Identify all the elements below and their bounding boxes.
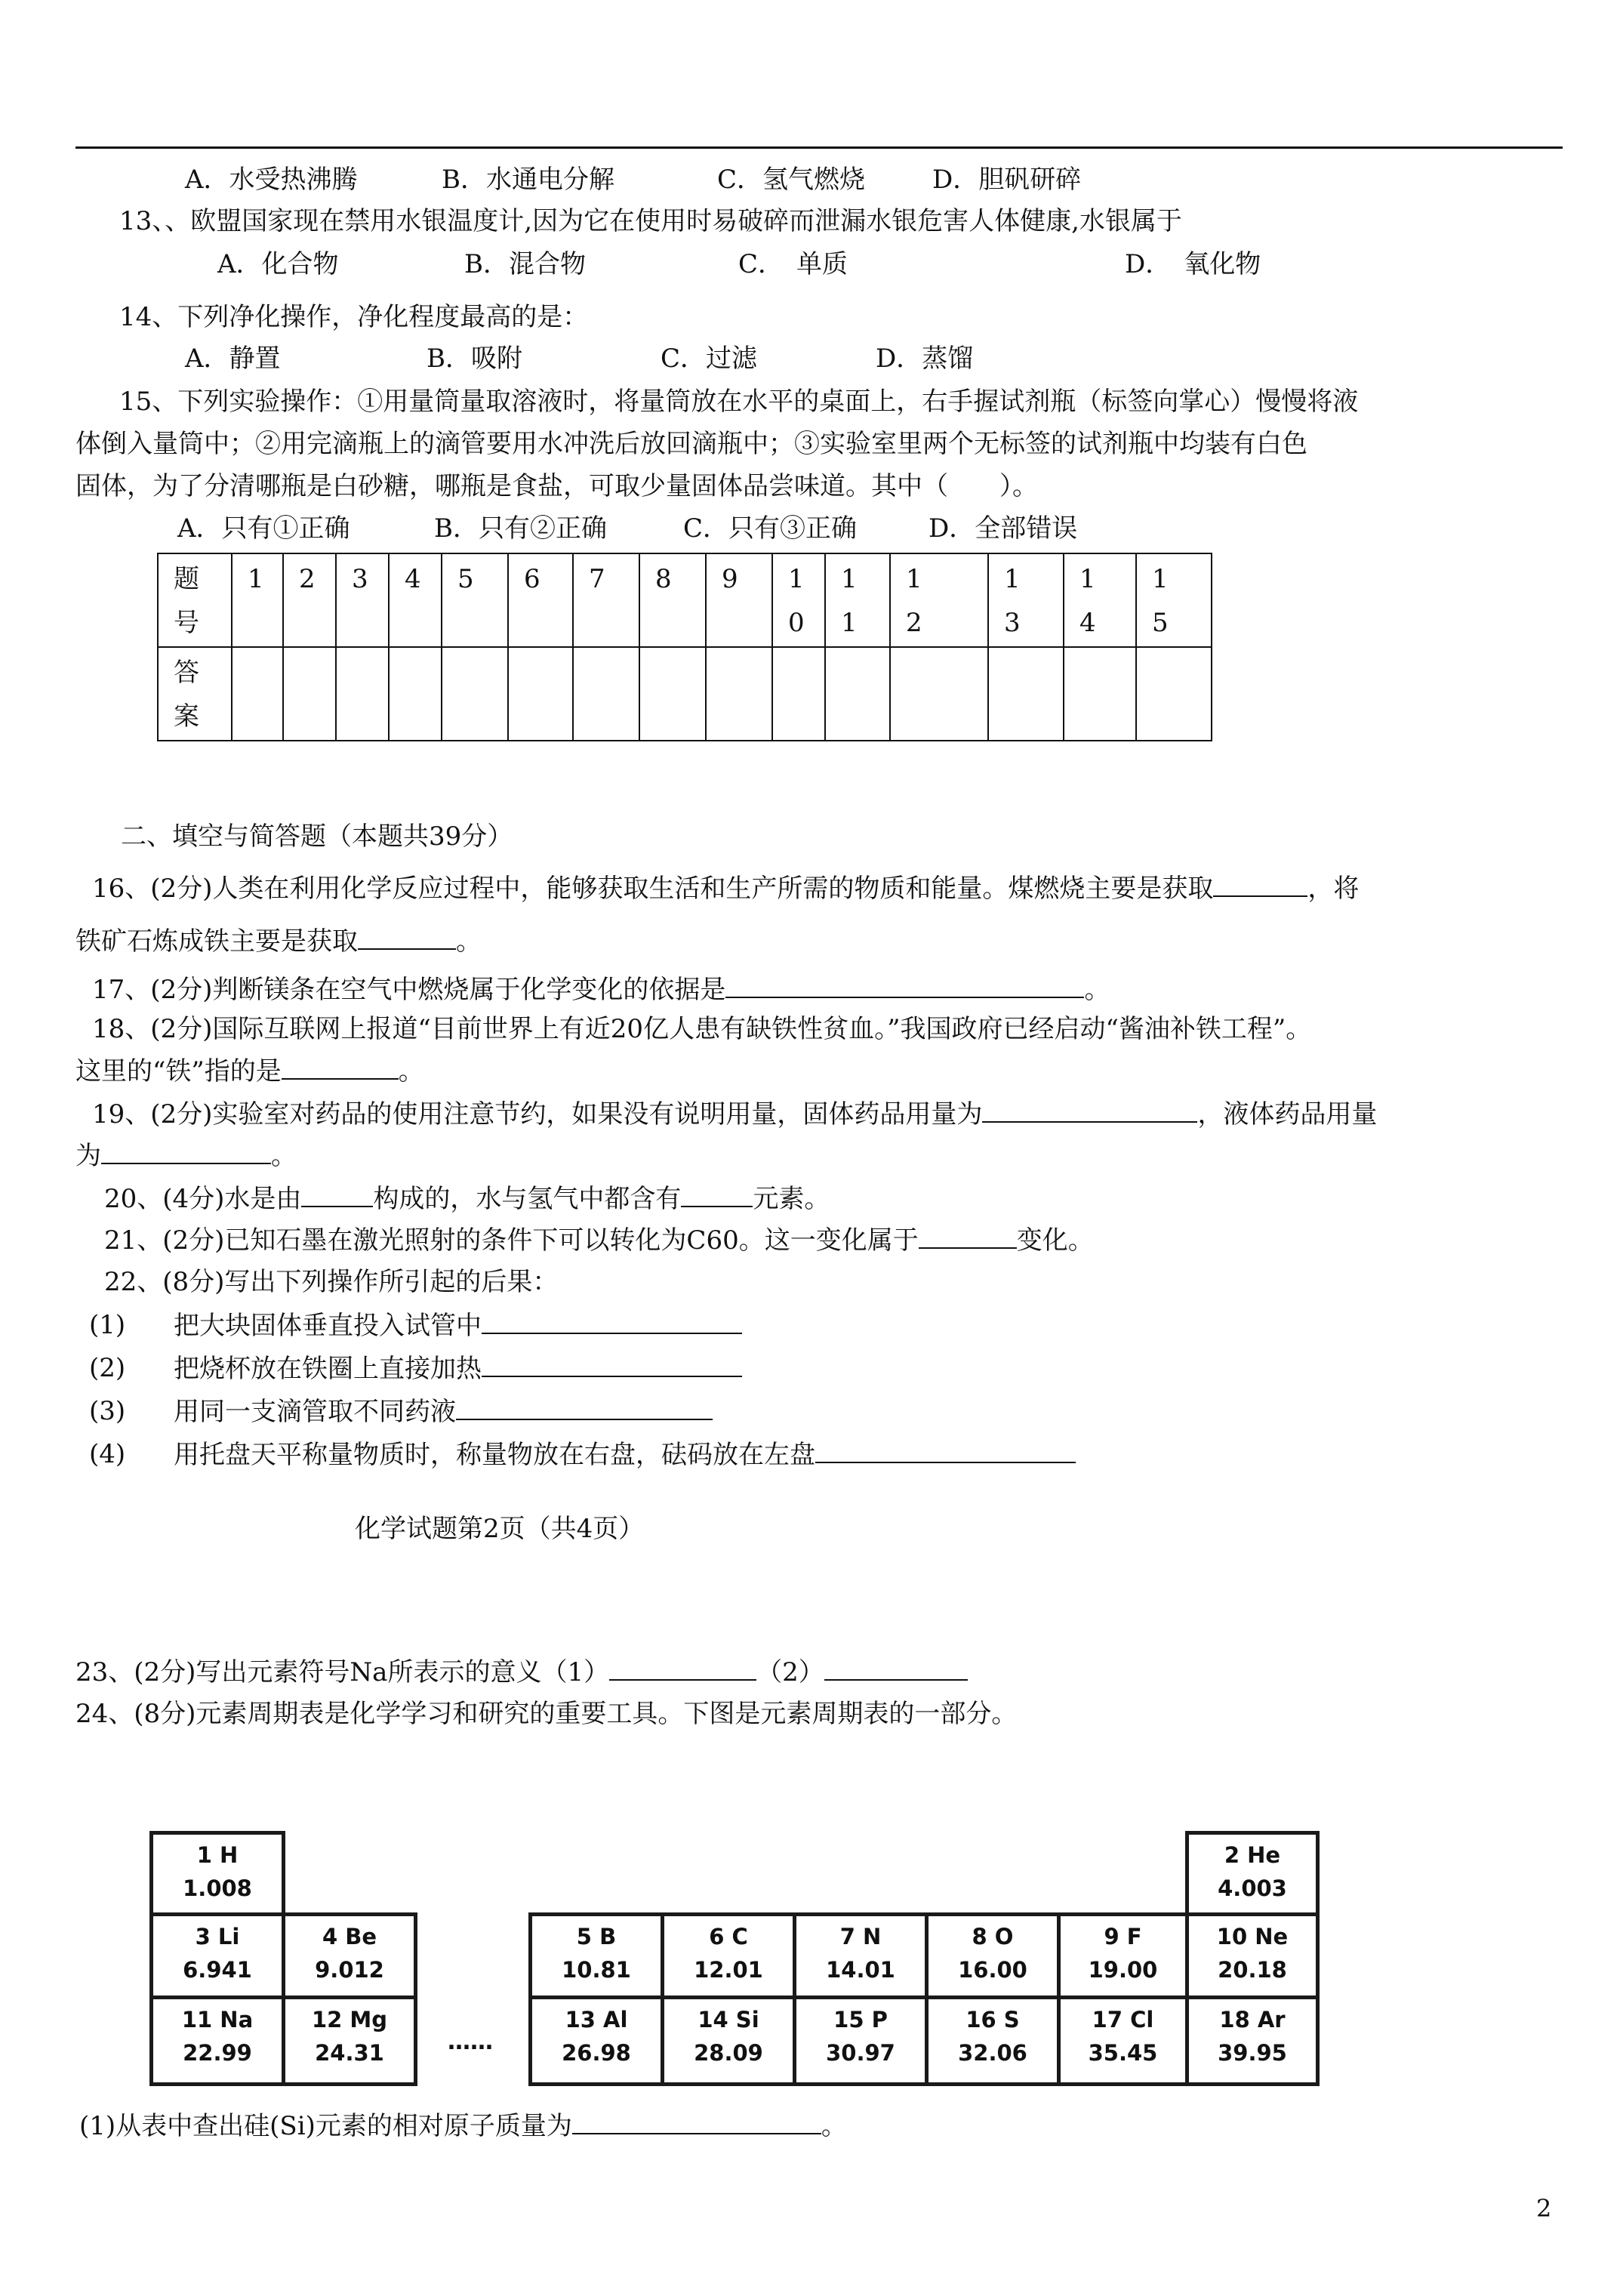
answer-table-number-row [158, 553, 1212, 647]
q24-sub1-blank[interactable] [572, 2110, 821, 2134]
number-cell-15: 1 5 [1136, 553, 1212, 647]
element-cell-o: 8 O 16.00 [925, 1912, 1061, 1999]
q19-blank-1[interactable] [982, 1099, 1197, 1123]
q22-blank-4[interactable] [815, 1439, 1076, 1463]
q24-stem: 24、(8分)元素周期表是化学学习和研究的重要工具。下图是元素周期表的一部分。 [75, 1699, 1018, 1729]
q23-blank-1[interactable] [609, 1657, 756, 1681]
q14-option-d: D．蒸馏 [876, 344, 974, 374]
q17-line: 17、(2分)判断镁条在空气中燃烧属于化学变化的依据是 。 [92, 975, 1110, 1005]
element-cell-si: 14 Si 28.09 [661, 1996, 796, 2086]
answer-cell[interactable] [772, 647, 825, 741]
periodic-table [149, 1831, 1320, 2086]
q17-blank[interactable] [725, 974, 1084, 998]
element-cell-p: 15 P 30.97 [793, 1996, 929, 2086]
q23-blank-2[interactable] [824, 1657, 968, 1681]
answer-cell[interactable] [825, 647, 890, 741]
q24-sub1: (1)从表中查出硅(Si)元素的相对原子质量为 。 [79, 2111, 847, 2141]
element-cell-h: 1 H 1.008 [149, 1831, 285, 1916]
answer-cell[interactable] [639, 647, 706, 741]
answer-cell[interactable] [336, 647, 389, 741]
label-cell-tihao: 题 号 [158, 553, 232, 647]
element-cell-li: 3 Li 6.941 [149, 1912, 285, 1999]
answer-table [157, 553, 1212, 741]
q15-line-3: 固体，为了分清哪瓶是白砂糖，哪瓶是食盐，可取少量固体品尝味道。其中（ ）。 [75, 471, 1038, 501]
number-cell-1: 1 [232, 553, 283, 647]
q18-line-2: 这里的“铁”指的是 。 [75, 1056, 424, 1086]
answer-cell[interactable] [1064, 647, 1136, 741]
answer-cell[interactable] [573, 647, 639, 741]
q12-option-a: A．水受热沸腾 [185, 165, 358, 195]
q13-option-a: A．化合物 [217, 249, 339, 279]
q21-line: 21、(2分)已知石墨在激光照射的条件下可以转化为C60。这一变化属于 变化。 [104, 1225, 1094, 1256]
answer-table-answer-row [158, 647, 1212, 741]
element-cell-n: 7 N 14.01 [793, 1912, 929, 1999]
q14-option-a: A．静置 [185, 344, 281, 374]
q22-item-2: 把烧杯放在铁圈上直接加热 [174, 1353, 742, 1384]
answer-cell[interactable] [890, 647, 988, 741]
q15-option-b: B．只有②正确 [434, 513, 607, 544]
q20-line: 20、(4分)水是由 构成的，水与氢气中都含有 元素。 [104, 1184, 830, 1214]
number-cell-7: 7 [573, 553, 639, 647]
element-cell-he: 2 He 4.003 [1185, 1831, 1320, 1916]
q18-line-1: 18、(2分)国际互联网上报道“目前世界上有近20亿人患有缺铁性贫血。”我国政府已经启动“酱油补铁工程”。 [92, 1014, 1312, 1044]
element-cell-mg: 12 Mg 24.31 [282, 1996, 417, 2086]
page-number: 2 [1536, 2194, 1552, 2223]
q15-option-a: A．只有①正确 [177, 513, 350, 544]
number-cell-3: 3 [336, 553, 389, 647]
q15-option-c: C．只有③正确 [683, 513, 858, 544]
element-cell-cl: 17 Cl 35.45 [1057, 1996, 1189, 2086]
element-cell-f: 9 F 19.00 [1057, 1912, 1189, 1999]
element-cell-al: 13 Al 26.98 [528, 1996, 664, 2086]
number-cell-13: 1 3 [988, 553, 1064, 647]
q20-blank-2[interactable] [681, 1183, 753, 1207]
element-cell-c: 6 C 12.01 [661, 1912, 796, 1999]
answer-cell[interactable] [283, 647, 336, 741]
q22-item-3-num: (3) [89, 1396, 126, 1426]
answer-cell[interactable] [508, 647, 573, 741]
element-cell-na: 11 Na 22.99 [149, 1996, 285, 2086]
header-rule [75, 146, 1563, 149]
number-cell-9: 9 [706, 553, 772, 647]
q12-option-b: B．水通电分解 [442, 165, 614, 195]
q20-blank-1[interactable] [301, 1183, 373, 1207]
answer-cell[interactable] [232, 647, 283, 741]
number-cell-14: 1 4 [1064, 553, 1136, 647]
q22-blank-3[interactable] [456, 1396, 713, 1420]
element-cell-ar: 18 Ar 39.95 [1185, 1996, 1320, 2086]
q22-item-3: 用同一支滴管取不同药液 [174, 1396, 713, 1427]
q22-blank-1[interactable] [482, 1310, 742, 1334]
q19-line-1: 19、(2分)实验室对药品的使用注意节约，如果没有说明用量，固体药品用量为 ，液体药品用量 [92, 1099, 1378, 1130]
number-cell-4: 4 [389, 553, 442, 647]
q14-option-b: B．吸附 [427, 344, 522, 374]
number-cell-2: 2 [283, 553, 336, 647]
periodic-table-ellipsis: …… [448, 2029, 493, 2055]
answer-cell[interactable] [389, 647, 442, 741]
section2-heading: 二、填空与简答题（本题共39分） [121, 821, 513, 852]
element-cell-be: 4 Be 9.012 [282, 1912, 417, 1999]
q22-item-2-num: (2) [89, 1353, 126, 1383]
element-cell-ne: 10 Ne 20.18 [1185, 1912, 1320, 1999]
answer-cell[interactable] [706, 647, 772, 741]
q12-option-c: C．氢气燃烧 [717, 165, 866, 195]
q13-option-d: D． 氧化物 [1125, 249, 1261, 279]
number-cell-8: 8 [639, 553, 706, 647]
q23-line: 23、(2分)写出元素符号Na所表示的意义（1） （2） [75, 1657, 968, 1687]
number-cell-6: 6 [508, 553, 573, 647]
q16-blank-1[interactable] [1213, 873, 1307, 897]
q21-blank[interactable] [919, 1225, 1017, 1249]
number-cell-11: 1 1 [825, 553, 890, 647]
answer-cell[interactable] [442, 647, 508, 741]
q15-line-1: 15、下列实验操作：①用量筒量取溶液时，将量筒放在水平的桌面上，右手握试剂瓶（标签向掌心）慢慢将液 [119, 387, 1359, 417]
q14-option-c: C．过滤 [661, 344, 758, 374]
answer-cell[interactable] [1136, 647, 1212, 741]
q22-item-4-num: (4) [89, 1439, 126, 1469]
q13-option-b: B．混合物 [464, 249, 586, 279]
number-cell-5: 5 [442, 553, 508, 647]
q22-stem: 22、(8分)写出下列操作所引起的后果： [104, 1267, 559, 1297]
element-cell-b: 5 B 10.81 [528, 1912, 664, 1999]
number-cell-10: 1 0 [772, 553, 825, 647]
page-footer: 化学试题第2页（共4页） [355, 1514, 645, 1544]
number-cell-12: 1 2 [890, 553, 988, 647]
q16-line-2: 铁矿石炼成铁主要是获取 。 [75, 926, 482, 957]
q16-line-1: 16、(2分)人类在利用化学反应过程中，能够获取生活和生产所需的物质和能量。煤燃烧主要是获取 ，将 [92, 874, 1360, 904]
q14-stem: 14、下列净化操作，净化程度最高的是： [119, 302, 589, 332]
q13-stem: 13、、欧盟国家现在禁用水银温度计,因为它在使用时易破碎而泄漏水银危害人体健康,水银属于 [119, 206, 1182, 236]
q19-line-2: 为 。 [75, 1141, 297, 1171]
q15-line-2: 体倒入量筒中；②用完滴瓶上的滴管要用水冲洗后放回滴瓶中；③实验室里两个无标签的试剂瓶中均装有白色 [75, 429, 1307, 459]
q13-option-c: C． 单质 [738, 249, 848, 279]
element-cell-s: 16 S 32.06 [925, 1996, 1061, 2086]
q22-blank-2[interactable] [482, 1353, 742, 1377]
q15-option-d: D．全部错误 [929, 513, 1078, 544]
q16-blank-2[interactable] [358, 926, 456, 950]
label-cell-daan: 答 案 [158, 647, 232, 741]
q22-item-1: 把大块固体垂直投入试管中 [174, 1310, 742, 1341]
q18-blank[interactable] [282, 1056, 399, 1080]
q22-item-1-num: (1) [89, 1310, 126, 1340]
q22-item-4: 用托盘天平称量物质时，称量物放在右盘，砝码放在左盘 [174, 1439, 1076, 1470]
answer-cell[interactable] [988, 647, 1064, 741]
q19-blank-2[interactable] [101, 1140, 271, 1164]
q12-option-d: D．胆矾研碎 [932, 165, 1082, 195]
